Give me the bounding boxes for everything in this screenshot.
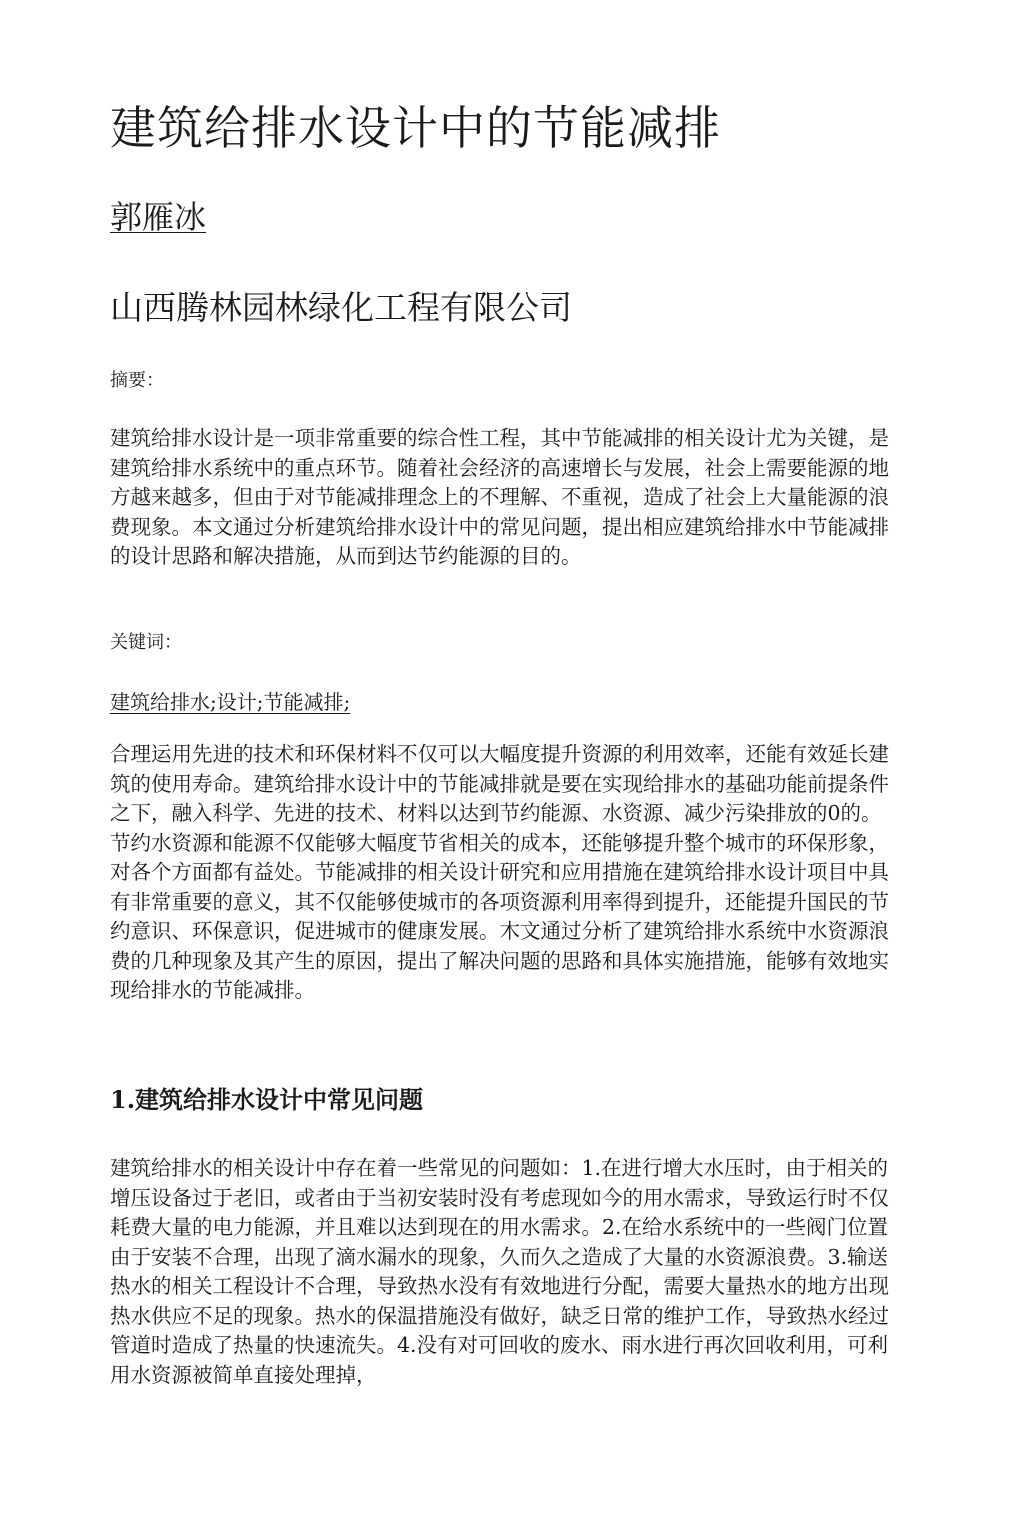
intro-paragraph: 合理运用先进的技术和环保材料不仅可以大幅度提升资源的利用效率，还能有效延长建筑的使用寿命。建筑给排水设计中的节能减排就是要在实现给排水的基础功能前提条件之下，融入科学、先进的技术、材料以达到节约能源、水资源、减少污染排放的0的。节约水资源和能源不仅能够大幅度节省相关的成本，还能够提升整个城市的环保形象，对各个方面都有益处。节能减排的相关设计研究和应用措施在建筑给排水设计项目中具有非常重要的意义，其不仅能够使城市的各项资源利用率得到提升，还能提升国民的节约意识、环保意识，促进城市的健康发展。木文通过分析了建筑给排水系统中水资源浪费的几种现象及其产生的原因，提出了解决问题的思路和具体实施措施，能够有效地实现给排水的节能减排。 bbox=[110, 742, 889, 1002]
keywords-label: 关键词： bbox=[110, 632, 182, 653]
keywords-link[interactable]: 建筑给排水;设计;节能减排; bbox=[110, 690, 351, 714]
section-paragraph: 建筑给排水的相关设计中存在着一些常见的问题如：1.在进行增大水压时，由于相关的增压设备过于老旧，或者由于当初安装时没有考虑现如今的用水需求，导致运行时不仅耗费大量的电力能源，并且难以达到现在的用水需求。2.在给水系统中的一些阀门位置由于安装不合理，出现了滴水漏水的现象，久而久之造成了大量的水资源浪费。3.输送热水的相关工程设计不合理，导致热水没有有效地进行分配，需要大量热水的地方出现热水供应不足的现象。热水的保温措施没有做好，缺乏日常的维护工作，导致热水经过管道时造成了热量的快速流失。4.没有对可回收的废水、雨水进行再次回收利用，可利用水资源被简单直接处理掉， bbox=[110, 1156, 889, 1387]
document-title: 建筑给排水设计中的节能减排 bbox=[110, 101, 721, 155]
section-heading: 1.建筑给排水设计中常见问题 bbox=[110, 1085, 424, 1114]
abstract-text: 建筑给排水设计是一项非常重要的综合性工程，其中节能减排的相关设计尤为关键，是建筑给排水系统中的重点环节。随着社会经济的高速增长与发展，社会上需要能源的地方越来越多，但由于对节能减排理念上的不理解、不重视，造成了社会上大量能源的浪费现象。本文通过分析建筑给排水设计中的常见问题，提出相应建筑给排水中节能减排的设计思路和解决措施，从而到达节约能源的目的。 bbox=[110, 426, 889, 568]
author-affiliation: 山西腾林园林绿化工程有限公司 bbox=[110, 288, 572, 327]
author-name[interactable]: 郭雁冰 bbox=[110, 198, 207, 236]
abstract-label: 摘要： bbox=[110, 370, 164, 391]
